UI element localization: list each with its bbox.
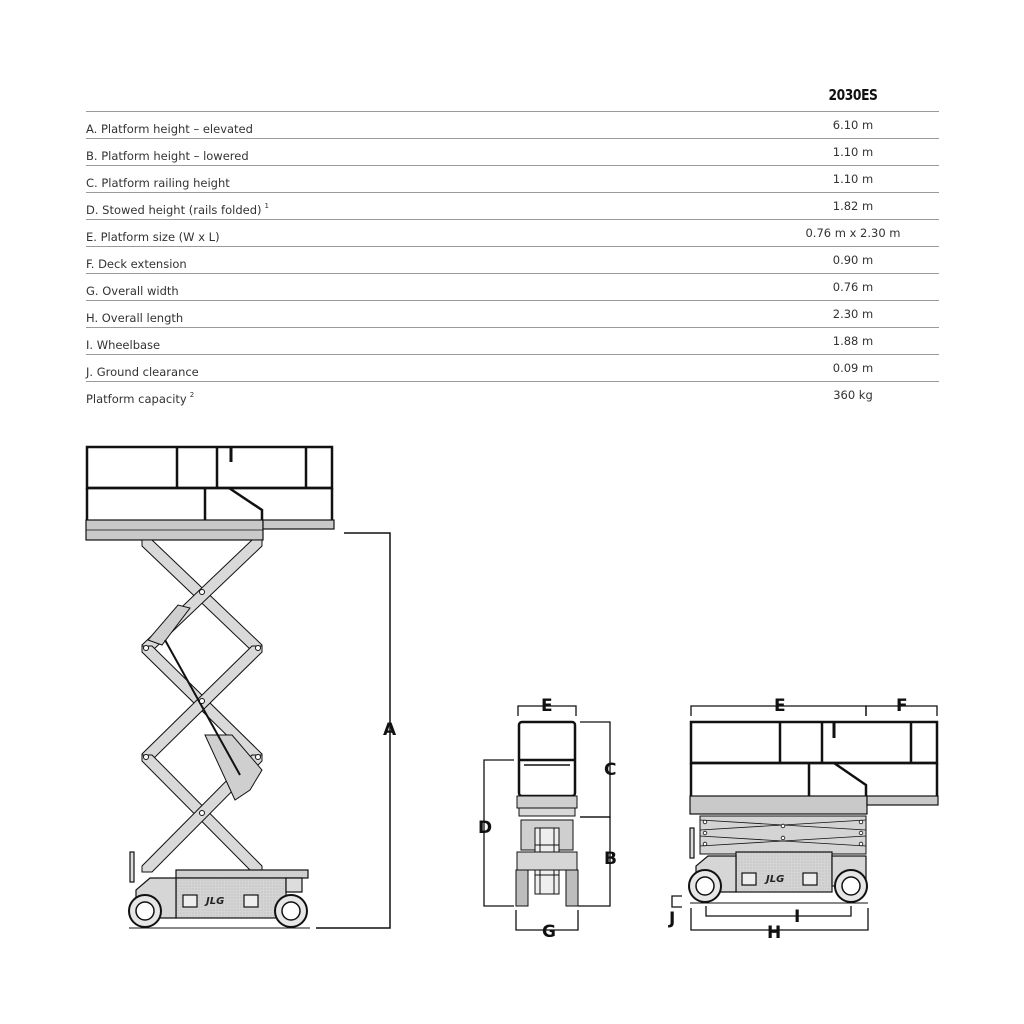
- spec-label: J. Ground clearance: [86, 365, 199, 379]
- front-dimensions: [484, 706, 610, 930]
- folded-scissors: [700, 816, 866, 854]
- dimension-label-e-front: E: [541, 696, 553, 716]
- dimension-label-e-side: E: [774, 696, 786, 716]
- spec-value: 0.09 m: [832, 361, 874, 375]
- model-title: 2030ES: [828, 86, 878, 104]
- dimension-label-b: B: [604, 849, 617, 869]
- spec-value: 0.90 m: [832, 253, 874, 267]
- spec-value: 2.30 m: [832, 307, 874, 321]
- stowed-side-view: [672, 706, 938, 930]
- spec-label: E. Platform size (W x L): [86, 230, 220, 244]
- dimension-label-c: C: [604, 760, 617, 780]
- platform-railing: [87, 447, 332, 520]
- spec-label: H. Overall length: [86, 311, 184, 325]
- spec-value: 1.82 m: [832, 199, 874, 213]
- spec-value: 1.88 m: [832, 334, 874, 348]
- dimension-label-f: F: [896, 696, 908, 716]
- spec-value: 0.76 m: [832, 280, 874, 294]
- brand-logo: JLG: [206, 896, 225, 907]
- elevated-lift-view: [86, 447, 390, 928]
- stowed-deck-extension: [867, 796, 938, 805]
- stowed-deck: [690, 796, 867, 814]
- dimension-label-h: H: [767, 923, 782, 943]
- deck-extension: [263, 520, 334, 529]
- spec-value: 1.10 m: [832, 172, 874, 186]
- dimension-a: [316, 533, 390, 928]
- dimension-label-i: I: [794, 907, 801, 927]
- spec-label: B. Platform height – lowered: [86, 149, 249, 163]
- dimension-label-d: D: [478, 818, 493, 838]
- dimension-label-a: A: [383, 720, 397, 740]
- dimension-label-g: G: [542, 922, 556, 942]
- spec-label: F. Deck extension: [86, 257, 187, 271]
- spec-value: 1.10 m: [832, 145, 874, 159]
- front-deck: [517, 796, 577, 808]
- stowed-railing: [691, 722, 937, 796]
- spec-value: 0.76 m x 2.30 m: [805, 226, 901, 240]
- spec-label: I. Wheelbase: [86, 338, 161, 352]
- spec-value: 360 kg: [833, 388, 873, 402]
- spec-label: D. Stowed height (rails folded) $^1$: [86, 202, 269, 217]
- dimension-label-j: J: [669, 909, 676, 929]
- front-railing: [519, 722, 575, 796]
- brand-logo-stowed: JLG: [766, 874, 785, 885]
- spec-label: A. Platform height – elevated: [86, 122, 253, 136]
- spec-label: C. Platform railing height: [86, 176, 230, 190]
- spec-label: Platform capacity $^2$: [86, 391, 195, 406]
- spec-label: G. Overall width: [86, 284, 179, 298]
- spec-value: 6.10 m: [832, 118, 874, 132]
- front-view: [484, 706, 610, 930]
